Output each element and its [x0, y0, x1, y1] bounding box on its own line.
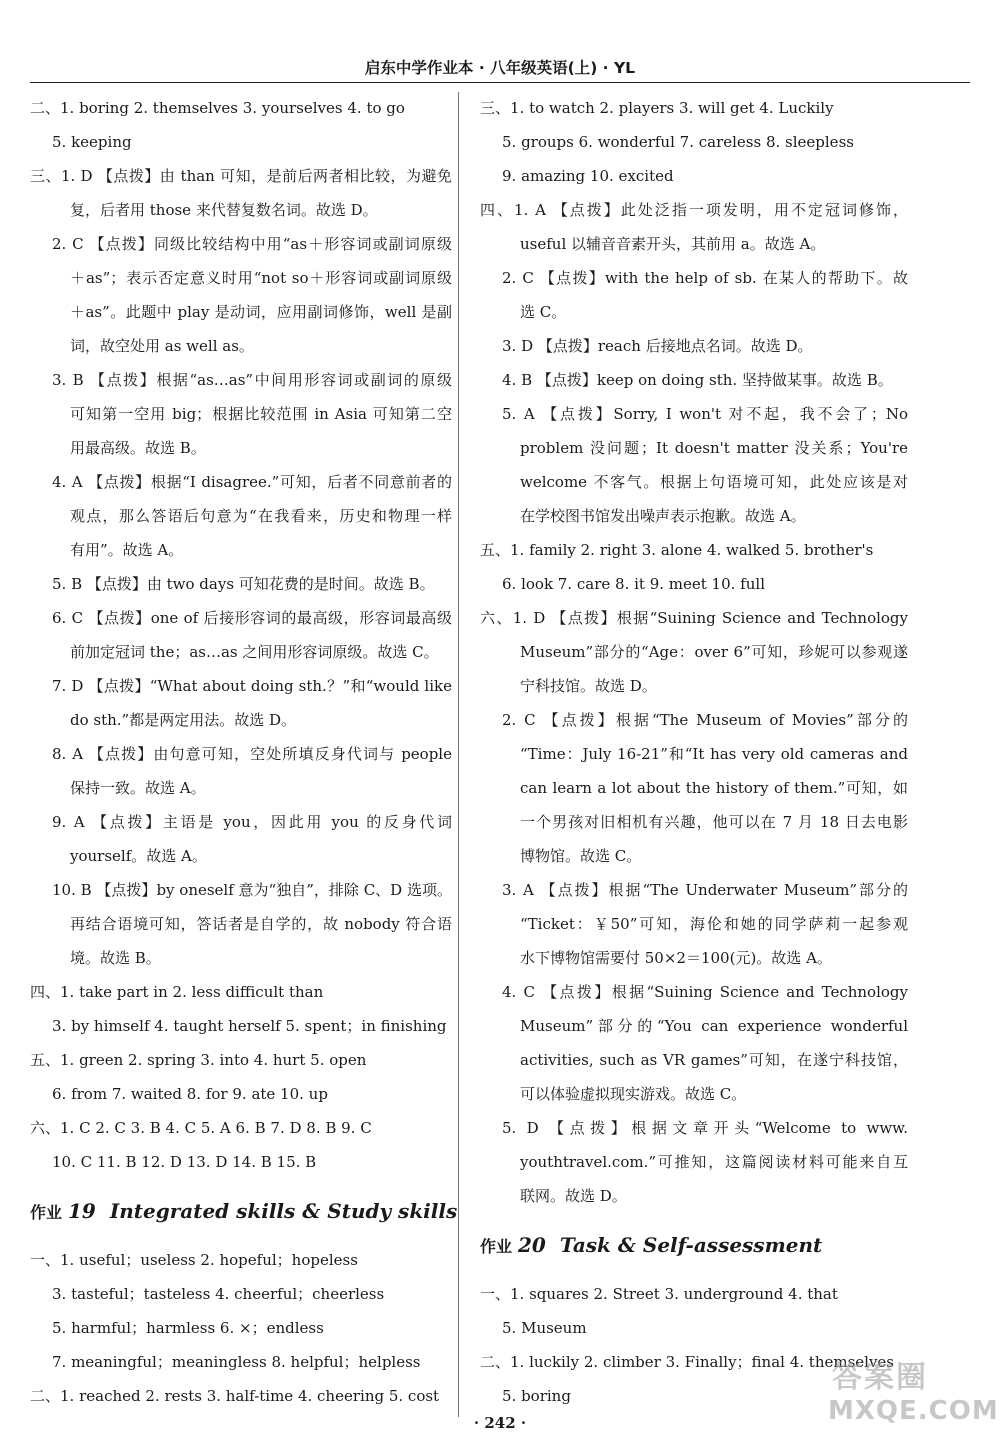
answer-line: 2. C 【点拨】根据“The Museum of Movies”部分的 — [502, 711, 908, 729]
answer-line: 二、1. reached 2. rests 3. half-time 4. cheering 5. cost — [30, 1387, 440, 1405]
answer-line: 四、1. take part in 2. less difficult than — [30, 983, 324, 1001]
answer-line: problem 没问题；It doesn't matter 没关系；You're — [520, 439, 908, 457]
answer-line: Museum”部分的“Age：over 6”可知，珍妮可以参观遂 — [520, 643, 908, 661]
answer-line: 六、1. C 2. C 3. B 4. C 5. A 6. B 7. D 8. B 9. C — [30, 1119, 372, 1137]
answer-line: 3. B 【点拨】根据“as…as”中间用形容词或副词的原级 — [52, 371, 452, 389]
answer-line: 6. look 7. care 8. it 9. meet 10. full — [502, 575, 765, 593]
answer-line: 可知第一空用 big；根据比较范围 in Asia 可知第二空 — [70, 405, 452, 423]
answer-line: 4. B 【点拨】keep on doing sth. 坚持做某事。故选 B。 — [502, 371, 893, 389]
section-title: Integrated skills & Study skills — [109, 1199, 458, 1223]
answer-line: 9. amazing 10. excited — [502, 167, 674, 185]
answer-line: activities, such as VR games”可知，在遂宁科技馆， — [520, 1051, 908, 1069]
answer-line: 3. D 【点拨】reach 后接地点名词。故选 D。 — [502, 337, 813, 355]
answer-line: 2. C 【点拨】with the help of sb. 在某人的帮助下。故 — [502, 269, 908, 287]
answer-line: 可以体验虚拟现实游戏。故选 C。 — [520, 1085, 747, 1103]
answer-line: 前加定冠词 the；as…as 之间用形容词原级。故选 C。 — [70, 643, 439, 661]
left-column — [30, 91, 458, 1413]
answer-line: 观点，那么答语后句意为“在我看来，历史和物理一样 — [70, 507, 452, 525]
page-number: · 242 · — [473, 1414, 527, 1432]
answer-line: 用最高级。故选 B。 — [70, 439, 206, 457]
section-number: 20 — [518, 1233, 546, 1257]
section-prefix: 作业 — [30, 1203, 63, 1222]
answer-line: 7. meaningful；meaningless 8. helpful；helpless — [52, 1353, 421, 1371]
answer-line: 5. harmful；harmless 6. ×；endless — [52, 1319, 324, 1337]
section-title: Task & Self-assessment — [559, 1233, 823, 1257]
watermark-domain: MXQE.COM — [828, 1396, 999, 1426]
answer-line: 5. keeping — [52, 133, 132, 151]
watermark-text: 答案圈 — [832, 1360, 928, 1395]
answer-line: 3. A 【点拨】根据“The Underwater Museum”部分的 — [502, 881, 908, 899]
header-rule — [30, 82, 970, 83]
answer-line: 复，后者用 those 来代替复数名词。故选 D。 — [70, 201, 378, 219]
answer-line: 再结合语境可知，答话者是自学的，故 nobody 符合语 — [70, 915, 452, 933]
section-heading — [480, 1213, 908, 1277]
running-header: 启东中学作业本 · 八年级英语(上) · YL — [364, 59, 636, 77]
answer-line: 三、1. to watch 2. players 3. will get 4. Luckily — [480, 99, 834, 117]
answer-line: 3. tasteful；tasteless 4. cheerful；cheerless — [52, 1285, 385, 1303]
answer-line: 选 C。 — [520, 303, 567, 321]
answer-line: ＋as”。此题中 play 是动词，应用副词修饰，well 是副 — [70, 303, 452, 321]
answer-line: 一、1. squares 2. Street 3. underground 4. that — [480, 1285, 838, 1303]
section-number: 19 — [68, 1199, 96, 1223]
answer-line: youthtravel.com.”可推知，这篇阅读材料可能来自互 — [520, 1153, 908, 1171]
answer-line: yourself。故选 A。 — [70, 847, 207, 865]
answer-line: 4. C 【点拨】根据“Suining Science and Technology — [502, 983, 908, 1001]
answer-line: 五、1. green 2. spring 3. into 4. hurt 5. open — [30, 1051, 367, 1069]
answer-line: 有用”。故选 A。 — [70, 541, 184, 559]
answer-line: “Ticket：￥50”可知，海伦和她的同学萨莉一起参观 — [520, 915, 908, 933]
right-column — [480, 91, 908, 1413]
section-prefix: 作业 — [480, 1237, 513, 1256]
answer-line: 博物馆。故选 C。 — [520, 847, 642, 865]
answer-line: 五、1. family 2. right 3. alone 4. walked 5. brother's — [480, 541, 874, 559]
answer-line: can learn a lot about the history of them.”可知，如 — [520, 779, 908, 797]
answer-line: 2. C 【点拨】同级比较结构中用“as＋形容词或副词原级 — [52, 235, 452, 253]
column-divider — [458, 92, 459, 1417]
section-heading — [30, 1179, 458, 1243]
answer-line: 3. by himself 4. taught herself 5. spent；in finishing — [52, 1017, 447, 1035]
answer-line: 六、1. D 【点拨】根据“Suining Science and Technology — [480, 609, 908, 627]
answer-line: 5. Museum — [502, 1319, 587, 1337]
watermark-logo — [822, 1352, 999, 1432]
answer-line: 境。故选 B。 — [70, 949, 161, 967]
answer-line: 5. D 【点拨】根据文章开头“Welcome to www. — [502, 1119, 908, 1137]
answer-line: Museum”部分的“You can experience wonderful — [520, 1017, 908, 1035]
answer-line: 5. boring — [502, 1387, 571, 1405]
answer-line: 10. B 【点拨】by oneself 意为“独自”，排除 C、D 选项。 — [52, 881, 452, 899]
answer-line: 5. B 【点拨】由 two days 可知花费的是时间。故选 B。 — [52, 575, 435, 593]
answer-line: 在学校图书馆发出噪声表示抱歉。故选 A。 — [520, 507, 806, 525]
answer-line: 水下博物馆需要付 50×2＝100(元)。故选 A。 — [520, 949, 832, 967]
answer-line: do sth.”都是两定用法。故选 D。 — [70, 711, 297, 729]
answer-line: 9. A 【点拨】主语是 you，因此用 you 的反身代词 — [52, 813, 452, 831]
answer-line: 二、1. boring 2. themselves 3. yourselves 4. to go — [30, 99, 405, 117]
answer-line: welcome 不客气。根据上句语境可知，此处应该是对 — [520, 473, 908, 491]
answer-line: 联网。故选 D。 — [520, 1187, 627, 1205]
answer-line: “Time：July 16-21”和“It has very old cameras and — [520, 745, 908, 763]
answer-line: 8. A 【点拨】由句意可知，空处所填反身代词与 people — [52, 745, 452, 763]
answer-line: 一、1. useful；useless 2. hopeful；hopeless — [30, 1251, 358, 1269]
answer-line: 7. D 【点拨】“What about doing sth.？”和“would like — [52, 677, 452, 695]
answer-line: useful 以辅音音素开头，其前用 a。故选 A。 — [520, 235, 826, 253]
answer-line: 5. A 【点拨】Sorry, I won't 对不起，我不会了；No — [502, 405, 908, 423]
answer-line: 5. groups 6. wonderful 7. careless 8. sleepless — [502, 133, 854, 151]
answer-line: 4. A 【点拨】根据“I disagree.”可知，后者不同意前者的 — [52, 473, 452, 491]
answer-line: 一个男孩对旧相机有兴趣，他可以在 7 月 18 日去电影 — [520, 813, 908, 831]
answer-line: 6. C 【点拨】one of 后接形容词的最高级，形容词最高级 — [52, 609, 452, 627]
answer-line: 二、1. luckily 2. climber 3. Finally；final 4. themselves — [480, 1353, 895, 1371]
answer-line: ＋as”；表示否定意义时用“not so＋形容词或副词原级 — [70, 269, 452, 287]
answer-line: 三、1. D 【点拨】由 than 可知，是前后两者相比较，为避免 — [30, 167, 452, 185]
answer-line: 保持一致。故选 A。 — [70, 779, 206, 797]
answer-line: 6. from 7. waited 8. for 9. ate 10. up — [52, 1085, 328, 1103]
answer-line: 10. C 11. B 12. D 13. D 14. B 15. B — [52, 1153, 317, 1171]
answer-line: 词，故空处用 as well as。 — [70, 337, 254, 355]
answer-line: 四、1. A 【点拨】此处泛指一项发明，用不定冠词修饰， — [480, 201, 908, 219]
answer-line: 宁科技馆。故选 D。 — [520, 677, 657, 695]
